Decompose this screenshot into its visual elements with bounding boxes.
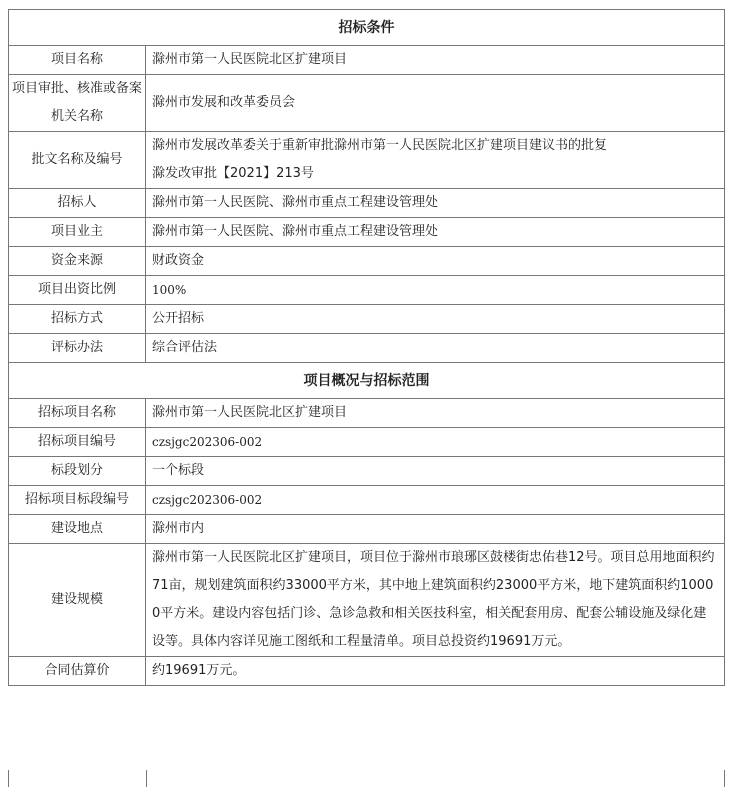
- row-label: 建设地点: [9, 515, 146, 544]
- table-row: [9, 218, 725, 247]
- row-label: 项目名称: [9, 46, 146, 75]
- row-value: 滁州市第一人民医院、滁州市重点工程建设管理处: [146, 218, 725, 247]
- row-label: 项目出资比例: [9, 276, 146, 305]
- approval-doc-number: 滁发改审批【2021】213号: [152, 166, 314, 181]
- row-value: 滁州市发展和改革委员会: [146, 75, 725, 132]
- row-label: 招标方式: [9, 305, 146, 334]
- table-row: [9, 75, 725, 132]
- row-label: 项目业主: [9, 218, 146, 247]
- row-label: 招标人: [9, 189, 146, 218]
- table-row: [9, 657, 725, 686]
- row-label: 项目审批、核准或备案机关名称: [9, 75, 146, 132]
- row-value: 约19691万元。: [146, 657, 725, 686]
- table-row: [9, 457, 725, 486]
- table-row: [9, 46, 725, 75]
- section-title-tender-conditions: 招标条件: [9, 10, 725, 46]
- row-value: czsjgc202306-002: [146, 428, 725, 457]
- row-value: 滁州市内: [146, 515, 725, 544]
- table-row: [9, 305, 725, 334]
- row-value: 滁州市第一人民医院北区扩建项目: [146, 46, 725, 75]
- row-value: 综合评估法: [146, 334, 725, 363]
- table-row: [9, 189, 725, 218]
- approval-doc-name: 滁州市发展改革委关于重新审批滁州市第一人民医院北区扩建项目建议书的批复: [152, 138, 608, 153]
- row-value: 滁州市第一人民医院北区扩建项目: [146, 399, 725, 428]
- row-label: 招标项目编号: [9, 428, 146, 457]
- row-label: 资金来源: [9, 247, 146, 276]
- row-value: 滁州市第一人民医院北区扩建项目，项目位于滁州市琅琊区鼓楼街忠佑巷12号。项目总用地面积约71亩，规划建筑面积约33000平方米，其中地上建筑面积约23000平方米，地下建筑面积约10000平方米。建设内容包括门诊、急诊急救和相关医技科室，相关配套用房、配套公辅设施及绿化建设等。具体内容详见施工图纸和工程量清单。项目总投资约19691万元。: [146, 544, 725, 657]
- row-label: 评标办法: [9, 334, 146, 363]
- section-title-project-overview: 项目概况与招标范围: [9, 363, 725, 399]
- row-label: 招标项目名称: [9, 399, 146, 428]
- table-row: [9, 544, 725, 657]
- table-row: [9, 247, 725, 276]
- row-label: 建设规模: [9, 544, 146, 657]
- table-row: [9, 515, 725, 544]
- row-label: 合同估算价: [9, 657, 146, 686]
- row-value: 100%: [146, 276, 725, 305]
- row-value: 财政资金: [146, 247, 725, 276]
- row-label: 批文名称及编号: [9, 132, 146, 189]
- row-value: 公开招标: [146, 305, 725, 334]
- row-value: 滁州市第一人民医院、滁州市重点工程建设管理处: [146, 189, 725, 218]
- table-row: [9, 334, 725, 363]
- table-row: [9, 486, 725, 515]
- table-row: [9, 428, 725, 457]
- row-label: 标段划分: [9, 457, 146, 486]
- row-value: [146, 132, 725, 189]
- row-label: 招标项目标段编号: [9, 486, 146, 515]
- row-value: czsjgc202306-002: [146, 486, 725, 515]
- table-row: [9, 276, 725, 305]
- table-row: [9, 399, 725, 428]
- row-value: 一个标段: [146, 457, 725, 486]
- table-row: [9, 132, 725, 189]
- table-continuation: [8, 770, 725, 787]
- tender-info-table: [8, 9, 725, 686]
